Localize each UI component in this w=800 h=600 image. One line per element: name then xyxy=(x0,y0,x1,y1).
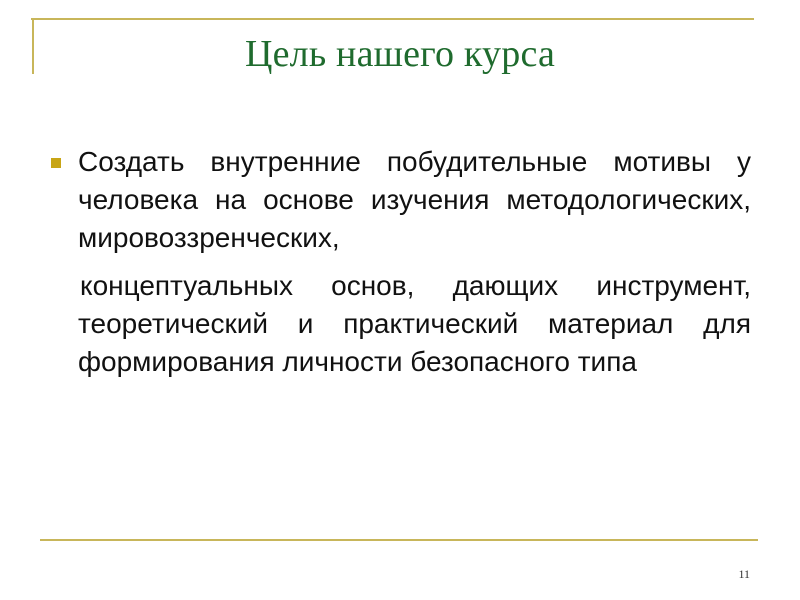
paragraph-2: концептуальных основ, дающих инструмент, теоретический и практический материал для формирования личности безопасного типа xyxy=(78,270,751,377)
paragraph-1: Создать внутренние побудительные мотивы у человека на основе изучения методологических, мировоззренческих, xyxy=(78,146,751,253)
page-number: 11 xyxy=(738,567,750,581)
body-text xyxy=(78,143,751,381)
bottom-border-line xyxy=(40,539,758,541)
top-border-line xyxy=(31,18,754,20)
slide-title: Цель нашего курса xyxy=(244,33,556,75)
bullet-square-icon xyxy=(51,158,61,168)
